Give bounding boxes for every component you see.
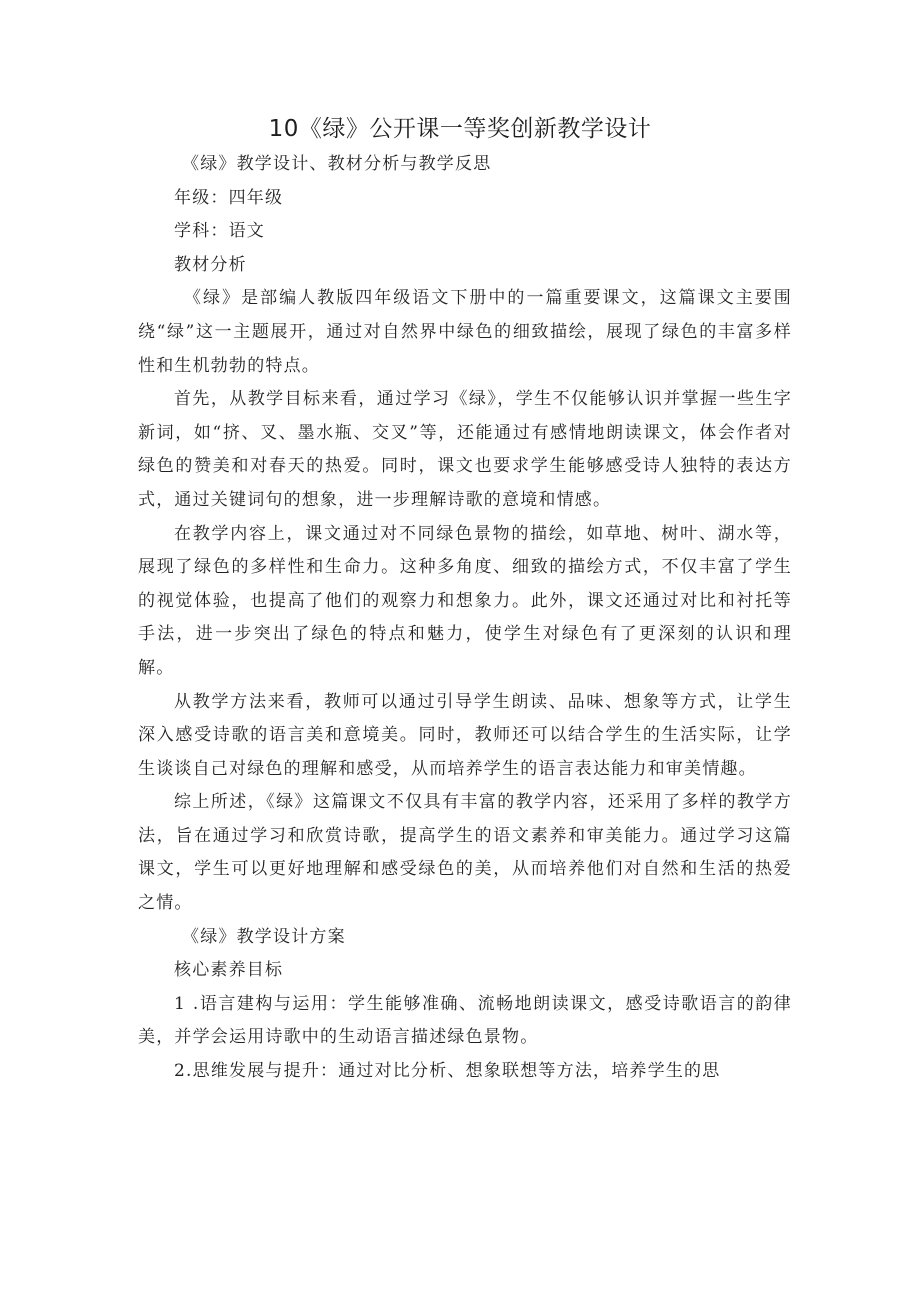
document-body	[138, 148, 792, 1089]
analysis-paragraph: 从教学方法来看，教师可以通过引导学生朗读、品味、想象等方式，让学生深入感受诗歌的语言美和意境美。同时，教师还可以结合学生的生活实际，让学生谈谈自己对绿色的理解和感受，从而培养学生的语言表达能力和审美情趣。	[138, 691, 792, 779]
goals-heading: 核心素养目标	[174, 960, 284, 981]
analysis-paragraph: 《绿》是部编人教版四年级语文下册中的一篇重要课文，这篇课文主要围绕“绿”这一主题展开，通过对自然界中绿色的细致描绘，展现了绿色的丰富多样性和生机勃勃的特点。	[138, 288, 792, 376]
plan-heading: 《绿》教学设计方案	[182, 926, 346, 947]
analysis-paragraph: 首先，从教学目标来看，通过学习《绿》，学生不仅能够认识并掌握一些生字新词，如“挤、叉、墨水瓶、交叉”等，还能通过有感情地朗读课文，体会作者对绿色的赞美和对春天的热爱。同时，课文也要求学生能够感受诗人独特的表达方式，通过关键词句的想象，进一步理解诗歌的意境和情感。	[138, 389, 792, 510]
goal-item: 2.思维发展与提升：通过对比分析、想象联想等方法，培养学生的思	[174, 1061, 721, 1082]
subject-line: 学科：语文	[174, 221, 265, 242]
analysis-paragraph: 在教学内容上，课文通过对不同绿色景物的描绘，如草地、树叶、湖水等，展现了绿色的多样性和生命力。这种多角度、细致的描绘方式，不仅丰富了学生的视觉体验，也提高了他们的观察力和想象力。此外，课文还通过对比和衬托等手法，进一步突出了绿色的特点和魅力，使学生对绿色有了更深刻的认识和理解。	[138, 523, 792, 678]
goal-item: 1 .语言建构与运用：学生能够准确、流畅地朗读课文，感受诗歌语言的韵律美，并学会运用诗歌中的生动语言描述绿色景物。	[138, 993, 792, 1048]
grade-line: 年级：四年级	[174, 187, 284, 208]
document-title: 10《绿》公开课一等奖创新教学设计	[268, 116, 652, 142]
analysis-heading: 教材分析	[174, 254, 247, 275]
analysis-paragraph: 综上所述，《绿》这篇课文不仅具有丰富的教学内容，还采用了多样的教学方法，旨在通过学习和欣赏诗歌，提高学生的语文素养和审美能力。通过学习这篇课文，学生可以更好地理解和感受绿色的美，从而培养他们对自然和生活的热爱之情。	[138, 792, 792, 914]
document-subtitle: 《绿》教学设计、教材分析与教学反思	[182, 154, 492, 174]
